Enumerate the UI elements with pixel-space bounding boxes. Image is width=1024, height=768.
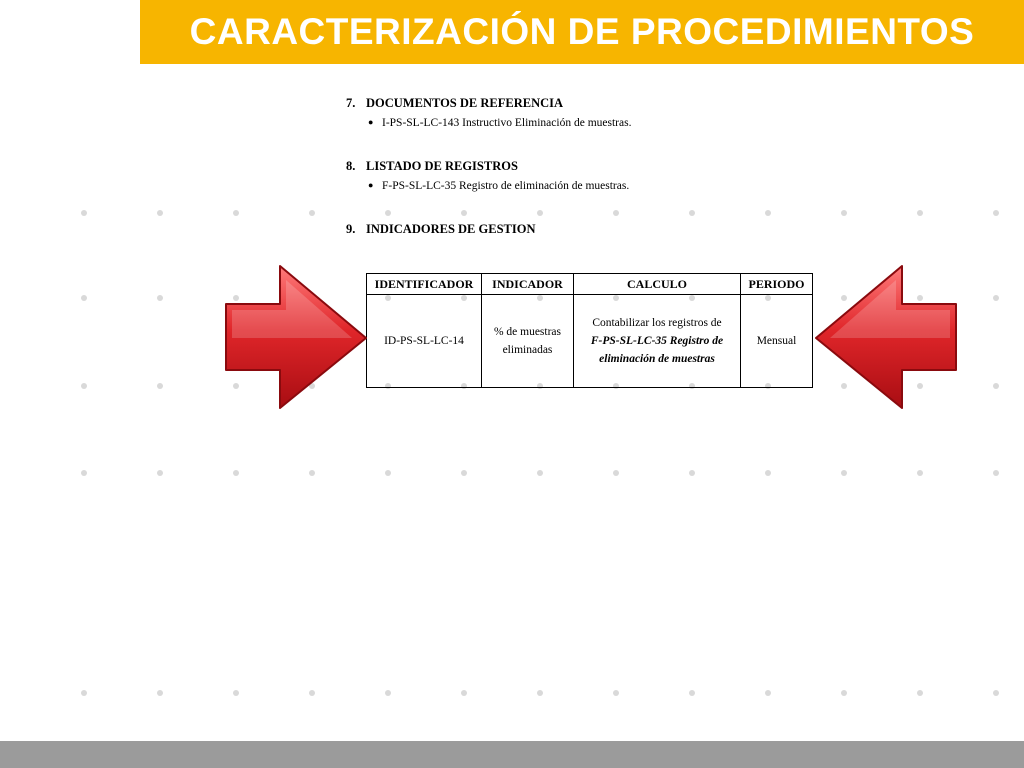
arrow-left-icon — [812, 262, 960, 412]
decor-dot — [81, 383, 87, 389]
decor-dot — [689, 690, 695, 696]
decor-dot — [765, 690, 771, 696]
decor-dot — [233, 690, 239, 696]
section-heading-7 — [346, 96, 816, 111]
decor-dot — [81, 295, 87, 301]
decor-dot — [841, 470, 847, 476]
section-title: INDICADORES DE GESTION — [366, 222, 536, 236]
decor-dot — [81, 470, 87, 476]
decor-dot — [993, 470, 999, 476]
decor-dot — [81, 210, 87, 216]
decor-dot — [309, 690, 315, 696]
cell-indicador: % de muestras eliminadas — [482, 295, 574, 388]
table-header-row — [367, 274, 813, 295]
arrow-right-icon — [222, 262, 370, 412]
decor-dot — [157, 295, 163, 301]
decor-dot — [841, 210, 847, 216]
decor-dot — [765, 470, 771, 476]
decor-dot — [917, 470, 923, 476]
calculo-text: Contabilizar los registros de — [592, 317, 722, 329]
decor-dot — [309, 470, 315, 476]
section-heading-8 — [346, 159, 816, 174]
calculo-emphasis: F-PS-SL-LC-35 Registro de eliminación de muestras — [590, 335, 724, 365]
list-item — [368, 180, 816, 192]
section-number: 7. — [346, 96, 356, 110]
list-item-text: F-PS-SL-LC-35 Registro de eliminación de muestras. — [382, 180, 630, 192]
list-item — [368, 117, 816, 129]
section-number: 8. — [346, 159, 356, 173]
decor-dot — [157, 470, 163, 476]
decor-dot — [993, 295, 999, 301]
cell-calculo — [574, 295, 741, 388]
decor-dot — [841, 690, 847, 696]
decor-dot — [157, 383, 163, 389]
decor-dot — [81, 690, 87, 696]
section-heading-9 — [346, 222, 816, 237]
section-title: DOCUMENTOS DE REFERENCIA — [366, 96, 564, 110]
decor-dot — [233, 470, 239, 476]
page-title: CARACTERIZACIÓN DE PROCEDIMIENTOS — [189, 11, 975, 52]
section-title: LISTADO DE REGISTROS — [366, 159, 518, 173]
list-item-text: I-PS-SL-LC-143 Instructivo Eliminación de muestras. — [382, 117, 632, 129]
decor-dot — [613, 690, 619, 696]
decor-dot — [157, 690, 163, 696]
column-header: PERIODO — [741, 274, 813, 295]
cell-periodo: Mensual — [741, 295, 813, 388]
decor-dot — [385, 690, 391, 696]
decor-dot — [157, 210, 163, 216]
decor-dot — [993, 690, 999, 696]
bullet-icon: ● — [368, 117, 374, 127]
decor-dot — [309, 210, 315, 216]
decor-dot — [537, 690, 543, 696]
decor-dot — [689, 470, 695, 476]
decor-dot — [917, 210, 923, 216]
decor-dot — [993, 383, 999, 389]
decor-dot — [537, 470, 543, 476]
decor-dot — [233, 210, 239, 216]
indicators-table — [366, 273, 813, 388]
decor-dot — [613, 470, 619, 476]
bullet-icon: ● — [368, 180, 374, 190]
decor-dot — [993, 210, 999, 216]
decor-dot — [461, 690, 467, 696]
decor-dot — [385, 470, 391, 476]
decor-dot — [917, 690, 923, 696]
column-header: IDENTIFICADOR — [367, 274, 482, 295]
column-header: CALCULO — [574, 274, 741, 295]
document-excerpt — [346, 96, 816, 237]
section-number: 9. — [346, 222, 356, 236]
cell-identificador: ID-PS-SL-LC-14 — [367, 295, 482, 388]
decor-dot — [461, 470, 467, 476]
table-row — [367, 295, 813, 388]
footer-bar — [0, 741, 1024, 768]
column-header: INDICADOR — [482, 274, 574, 295]
